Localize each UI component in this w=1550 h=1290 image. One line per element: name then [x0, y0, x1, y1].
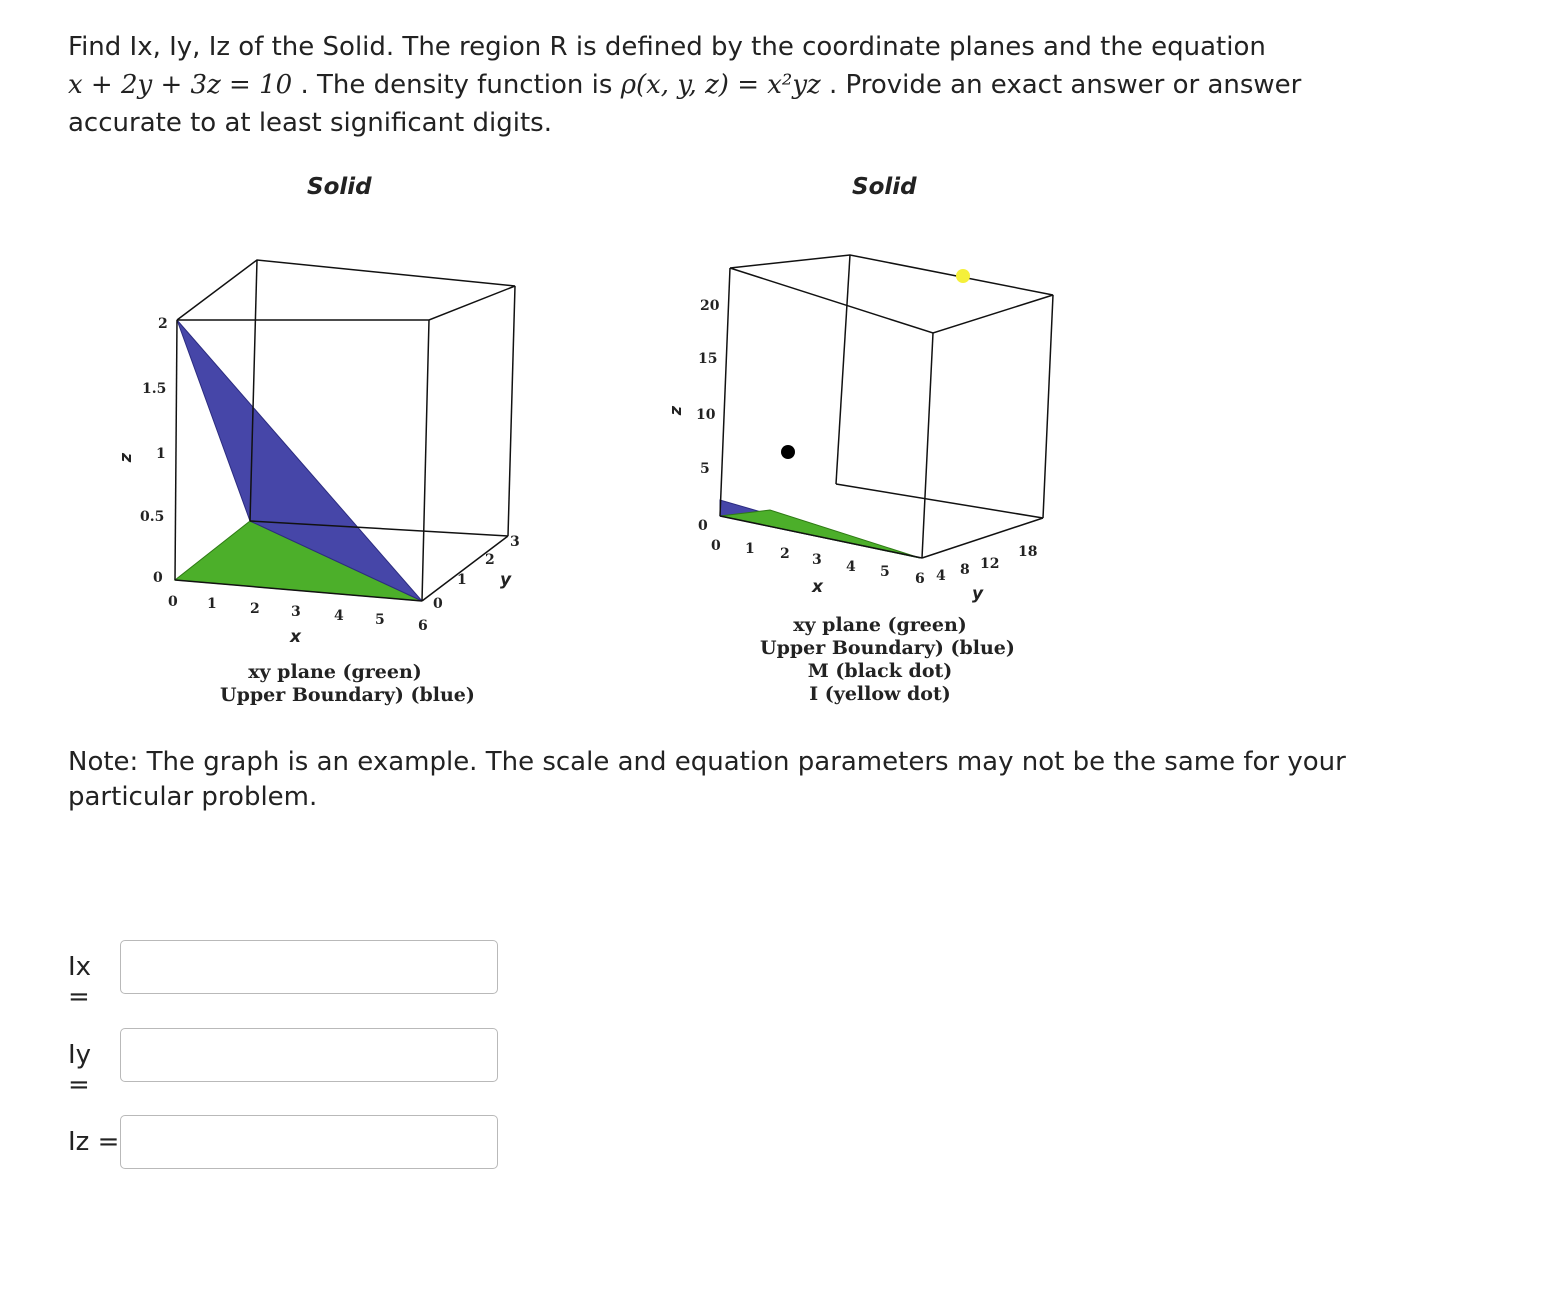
figure-solid-1	[100, 168, 570, 728]
legend-line: M (black dot)	[807, 660, 953, 682]
y-axis-tick: 0	[433, 596, 443, 612]
iz-input[interactable]	[120, 1115, 498, 1169]
y-axis-tick: 1	[457, 572, 467, 588]
figure-2-title: Solid	[852, 174, 917, 200]
i-yellow-dot	[956, 269, 970, 283]
z-axis-tick: 1.5	[142, 381, 167, 397]
figure-1-title: Solid	[307, 174, 372, 200]
x-axis-tick: 0	[711, 538, 721, 554]
y-axis-tick: 18	[1018, 544, 1038, 560]
iy-input[interactable]	[120, 1028, 498, 1082]
z-axis-label: z	[668, 406, 687, 416]
x-axis-tick: 3	[291, 604, 301, 620]
x-axis-tick: 6	[915, 571, 925, 587]
x-axis-label: x	[290, 627, 301, 647]
x-axis-tick: 6	[418, 618, 428, 634]
x-axis-tick: 3	[812, 552, 822, 568]
x-axis-tick: 4	[334, 608, 344, 624]
y-axis-tick: 12	[980, 556, 1000, 572]
x-axis-tick: 1	[745, 541, 755, 557]
density-prefix: . The density function is	[300, 70, 613, 100]
y-axis-label: y	[972, 584, 984, 604]
figure-2-plot	[660, 228, 1080, 628]
x-axis-tick: 2	[780, 546, 790, 562]
x-axis-label: x	[812, 577, 823, 597]
question-text	[68, 28, 1368, 142]
legend-line: I (yellow dot)	[809, 683, 951, 705]
x-axis-tick: 2	[250, 601, 260, 617]
ix-input[interactable]	[120, 940, 498, 994]
z-axis-tick: 1	[156, 446, 166, 462]
z-axis-label: z	[118, 453, 137, 463]
x-axis-tick: 5	[880, 564, 890, 580]
y-axis-tick: 2	[485, 552, 495, 568]
iz-label: Iz =	[68, 1127, 120, 1157]
note-text: Note: The graph is an example. The scale and equation parameters may not be the same for your particular problem.	[68, 747, 1346, 812]
y-axis-tick: 8	[960, 562, 970, 578]
z-axis-tick: 20	[700, 298, 720, 314]
x-axis-tick: 1	[207, 596, 217, 612]
y-axis-tick: 4	[936, 568, 946, 584]
ix-label: Ix =	[68, 952, 92, 1012]
z-axis-tick: 15	[698, 351, 718, 367]
legend-line: Upper Boundary) (blue)	[220, 684, 475, 706]
density-function: ρ(x, y, z) = x²yz	[620, 70, 821, 100]
z-axis-tick: 10	[696, 407, 716, 423]
equation: x + 2y + 3z = 10	[68, 70, 293, 100]
iy-label: Iy =	[68, 1040, 92, 1100]
legend-line: Upper Boundary) (blue)	[760, 637, 1015, 659]
z-axis-tick: 2	[158, 316, 168, 332]
z-axis-tick: 0	[153, 570, 163, 586]
y-axis-label: y	[500, 570, 512, 590]
x-axis-tick: 5	[375, 612, 385, 628]
legend-line: xy plane (green)	[248, 661, 422, 683]
m-black-dot	[781, 445, 795, 459]
figure-solid-2	[660, 168, 1080, 728]
question-tail: . Provide an exact answer or answer accurate to at least significant digits.	[68, 70, 1302, 138]
z-axis-tick: 5	[700, 461, 710, 477]
z-axis-tick: 0.5	[140, 509, 165, 525]
question-intro: Find Ix, Iy, Iz of the Solid. The region R is defined by the coordinate planes and the equation	[68, 32, 1266, 62]
legend-line: xy plane (green)	[793, 614, 967, 636]
z-axis-tick: 0	[698, 518, 708, 534]
x-axis-tick: 0	[168, 594, 178, 610]
x-axis-tick: 4	[846, 559, 856, 575]
figure-1-plot	[100, 228, 570, 708]
y-axis-tick: 3	[510, 534, 520, 550]
